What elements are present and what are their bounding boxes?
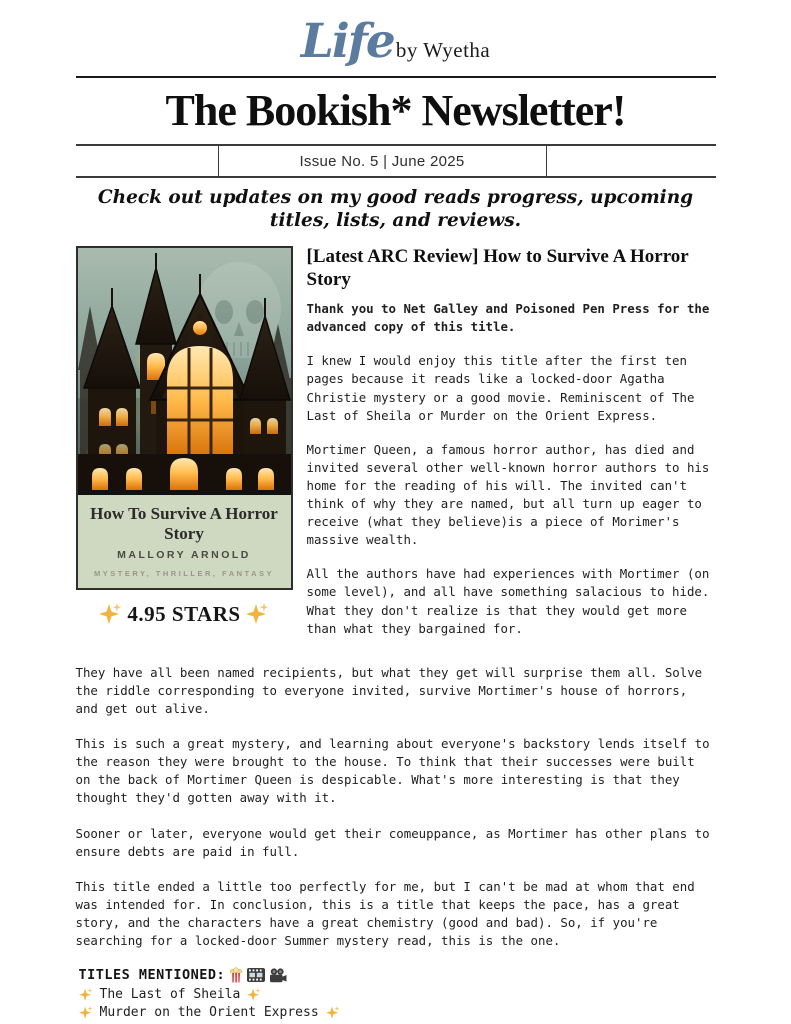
sparkle-icon [79,988,93,1002]
review-paragraph: Sooner or later, everyone would get their comeuppance, as Mortimer has other plans to ensure debts are paid in full. [75,825,710,859]
book-cover [76,246,293,590]
article-headline: [Latest ARC Review] How to Survive A Horror Story [306,246,689,290]
review-continued [76,664,716,950]
review-paragraph: Mortimer Queen, a famous horror author, has died and invited several other well-known horror authors to his home for the reading of his will. The invited can't think of why they are named, but all turn up eager to receive (what they believe)is a piece of Morimer's massive wealth. [306,441,710,548]
mentioned-title: Murder on the Orient Express [99,1005,319,1021]
review-paragraph: This title ended a little too perfectly for me, but I can't be mad at whom that end was intended for. In conclusion, this is a title that keeps the pace, has a great story, and the characters have a great chemistry (good and bad). So, if you're searching for a locked-door Summer mystery read, this is the one. [75,878,695,949]
sparkle-icon [247,988,261,1002]
star-rating-value: 4.95 STARS [127,602,241,627]
review-paragraph: All the authors have had experiences with Mortimer (on some level), and all have something salacious to hide. What they don't realize is that they would get more than what they bargained for. [306,566,710,636]
issue-number: Issue No. 5 | June 2025 [299,152,465,170]
movie-camera-icon [269,968,287,983]
review-paragraph: This is such a great mystery, and learning about everyone's backstory lends itself to the reason they were brought to the house. To think that their successes were built on the back of Mortimer Queen is despicable. What's more interesting is that they thought they'd gotten away with it. [75,736,710,806]
review-paragraph: I knew I would enjoy this title after the first ten pages because it reads like a locked-door Agatha Christie mystery or a good movie. Reminiscent of The Last of Sheila or Murder on the Orient Express. [306,353,695,423]
book-cover-column [76,246,293,627]
list-item [79,1005,716,1020]
mentioned-title: The Last of Sheila [99,987,241,1003]
star-rating [76,602,293,627]
titles-mentioned-heading [79,967,716,983]
titles-mentioned-section [76,967,716,1020]
book-author: MALLORY ARNOLD [117,549,251,562]
thanks-note: Thank you to Net Galley and Poisoned Pen Press for the advanced copy of this title. [306,301,710,335]
issue-bar-right-cell [546,146,716,176]
issue-bar-left-cell [76,146,219,176]
brand-logo-rest: by Wyetha [395,38,491,62]
sparkle-icon [79,1006,93,1020]
book-genres: MYSTERY, THRILLER, FANTASY [93,569,274,579]
book-cover-text-panel [78,495,291,588]
newsletter-title: The Bookish* Newsletter! [165,86,626,135]
list-item [79,987,716,1002]
book-cover-art-gothic-mansion-icon [78,248,291,490]
sparkle-icon [246,603,269,626]
popcorn-icon [229,967,243,983]
tagline: Check out updates on my good reads progress, upcoming titles, lists, and reviews. [97,187,694,232]
brand-logo [76,0,716,70]
review-column [307,246,716,654]
sparkle-icon [326,1006,340,1020]
main-columns [76,246,716,654]
issue-bar [76,144,716,178]
titles-mentioned-label: TITLES MENTIONED: [78,967,226,984]
film-frames-icon [247,968,265,982]
book-title: How To Survive A Horror Story [90,504,278,543]
review-paragraph: They have all been named recipients, but what they get will surprise them all. Solve the riddle corresponding to everyone invited, survive Mortimer's house of horrors, and get out alive. [75,664,703,717]
sparkle-icon [99,603,122,626]
brand-logo-script: Life [300,14,394,69]
